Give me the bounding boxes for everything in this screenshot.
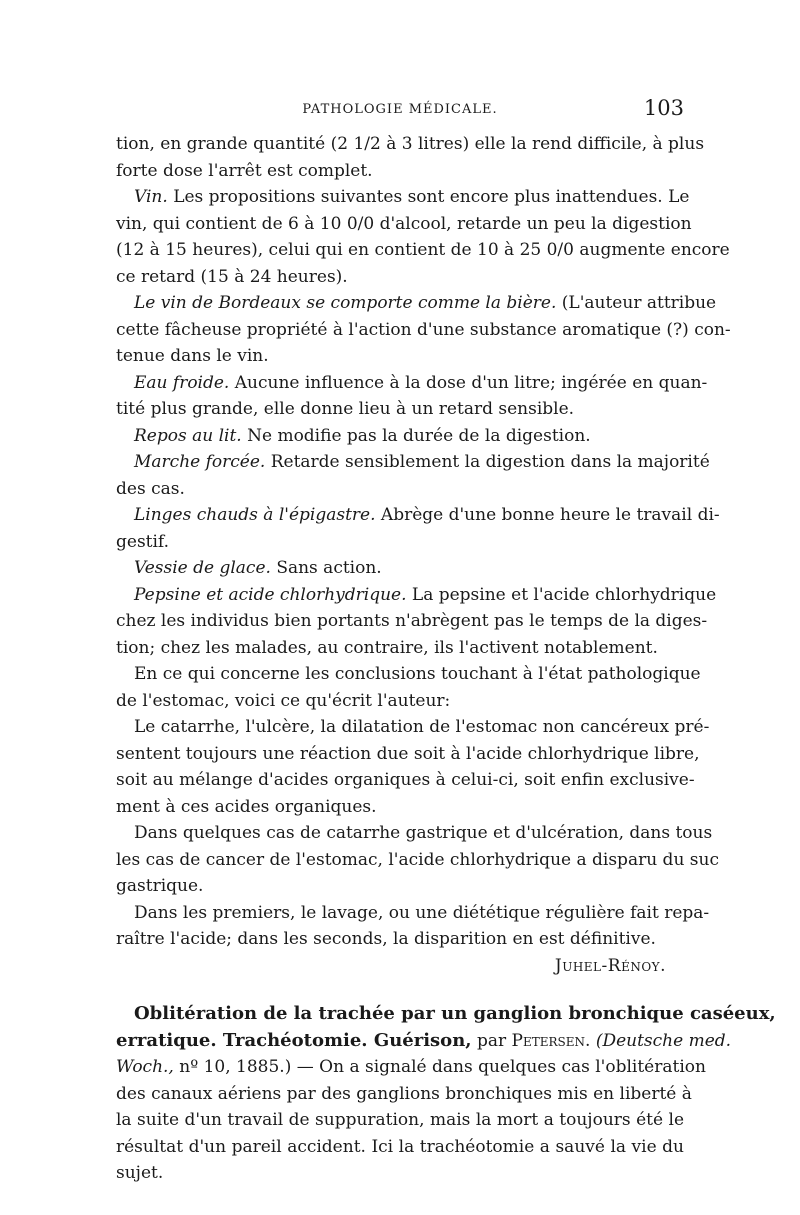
run-in-heading: Le vin de Bordeaux se comporte comme la bière. [134,293,557,313]
text-line: chez les individus bien portants n'abrègent pas le temps de la diges- [116,611,708,631]
text-line: tion, en grande quantité (2 1/2 à 3 litres) elle la rend difficile, à plus [116,134,705,154]
text-line: En ce qui concerne les conclusions touchant à l'état pathologique [134,664,701,684]
text-line: gestif. [116,531,170,552]
text-run: La pepsine et l'acide chlorhydrique [411,584,717,605]
text-run: (L'auteur attribue [561,293,717,313]
text-run: — On a signalé dans quelques cas l'oblitération [296,1057,706,1077]
author-signature: Juhel-Rénoy. [554,955,666,976]
run-in-heading: Marche forcée. [134,452,266,472]
text-run: Aucune influence à la dose d'un litre; ingérée en quan- [234,372,708,393]
run-in-heading: Eau froide. [134,372,230,393]
text-run: Retarde sensiblement la digestion dans la majorité [270,452,710,472]
text-line: tion; chez les malades, au contraire, ils l'activent notablement. [116,637,658,658]
text-line [116,1028,732,1055]
text-line: gastrique. [116,876,204,896]
run-in-heading: Vin. [134,187,168,207]
article-author: Petersen. [511,1030,591,1051]
text-run: Abrège d'une bonne heure le travail di- [380,505,720,525]
text-line: tenue dans le vin. [116,346,269,366]
run-in-heading: Vessie de glace. [134,558,271,578]
text-line: cette fâcheuse propriété à l'action d'une substance aromatique (?) con- [116,319,731,340]
text-line: les cas de cancer de l'estomac, l'acide chlorhydrique a disparu du suc [116,849,719,870]
text-line [116,370,708,397]
text-line: sujet. [116,1163,164,1183]
text-run: par [476,1030,507,1051]
text-line: de l'estomac, voici ce qu'écrit l'auteur: [116,690,451,711]
text-line: sentent toujours une réaction due soit à l'acide chlorhydrique libre, [116,743,700,764]
text-line: raître l'acide; dans les seconds, la disparition en est définitive. [116,929,656,949]
article-source: (Deutsche med. [595,1030,732,1051]
text-run: Sans action. [276,558,382,578]
text-line [116,290,717,317]
page-header [116,96,684,126]
text-line: forte dose l'arrêt est complet. [116,160,373,181]
section-gap [116,979,684,1001]
text-run: Ne modifie pas la durée de la digestion. [247,425,591,446]
run-in-heading: Pepsine et acide chlorhydrique. [134,584,407,605]
article-title: Oblitération de la trachée par un ganglion bronchique caséeux, [134,1003,776,1024]
text-line [116,555,684,582]
page-number: 103 [643,96,684,120]
text-line: vin, qui contient de 6 à 10 0/0 d'alcool, retarde un peu la digestion [116,213,692,234]
text-line: Le catarrhe, l'ulcère, la dilatation de l'estomac non cancéreux pré- [134,717,710,737]
page-body [116,131,776,1187]
text-line: soit au mélange d'acides organiques à celui-ci, soit enfin exclusive- [116,770,695,790]
article-source-cont: Woch., [116,1057,174,1077]
article-title-cont: erratique. Trachéotomie. Guérison, [116,1029,472,1051]
article-source-number: nº 10, 1885.) [179,1057,292,1077]
text-line: ce retard (15 à 24 heures). [116,266,348,287]
text-line [116,184,690,211]
text-line: tité plus grande, elle donne lieu à un retard sensible. [116,399,575,419]
text-line: la suite d'un travail de suppuration, mais la mort a toujours été le [116,1110,684,1130]
text-line: ment à ces acides organiques. [116,796,377,817]
text-line: des canaux aériens par des ganglions bronchiques mis en liberté à [116,1083,692,1104]
text-line [116,423,684,450]
text-run: Les propositions suivantes sont encore plus inattendues. Le [173,187,690,207]
text-line: des cas. [116,478,185,499]
run-in-heading: Linges chauds à l'épigastre. [134,505,376,525]
text-line: résultat d'un pareil accident. Ici la trachéotomie a sauvé la vie du [116,1136,684,1157]
text-line [116,1054,706,1081]
text-line: Dans quelques cas de catarrhe gastrique et d'ulcération, dans tous [134,823,713,843]
run-in-heading: Repos au lit. [134,425,242,446]
text-line [116,449,710,476]
text-line: Dans les premiers, le lavage, ou une diététique régulière fait repa- [134,902,710,923]
running-head: PATHOLOGIE MÉDICALE. [302,102,498,117]
text-line [116,502,720,529]
text-line [116,582,717,609]
text-line: (12 à 15 heures), celui qui en contient de 10 à 25 0/0 augmente encore [116,240,730,260]
